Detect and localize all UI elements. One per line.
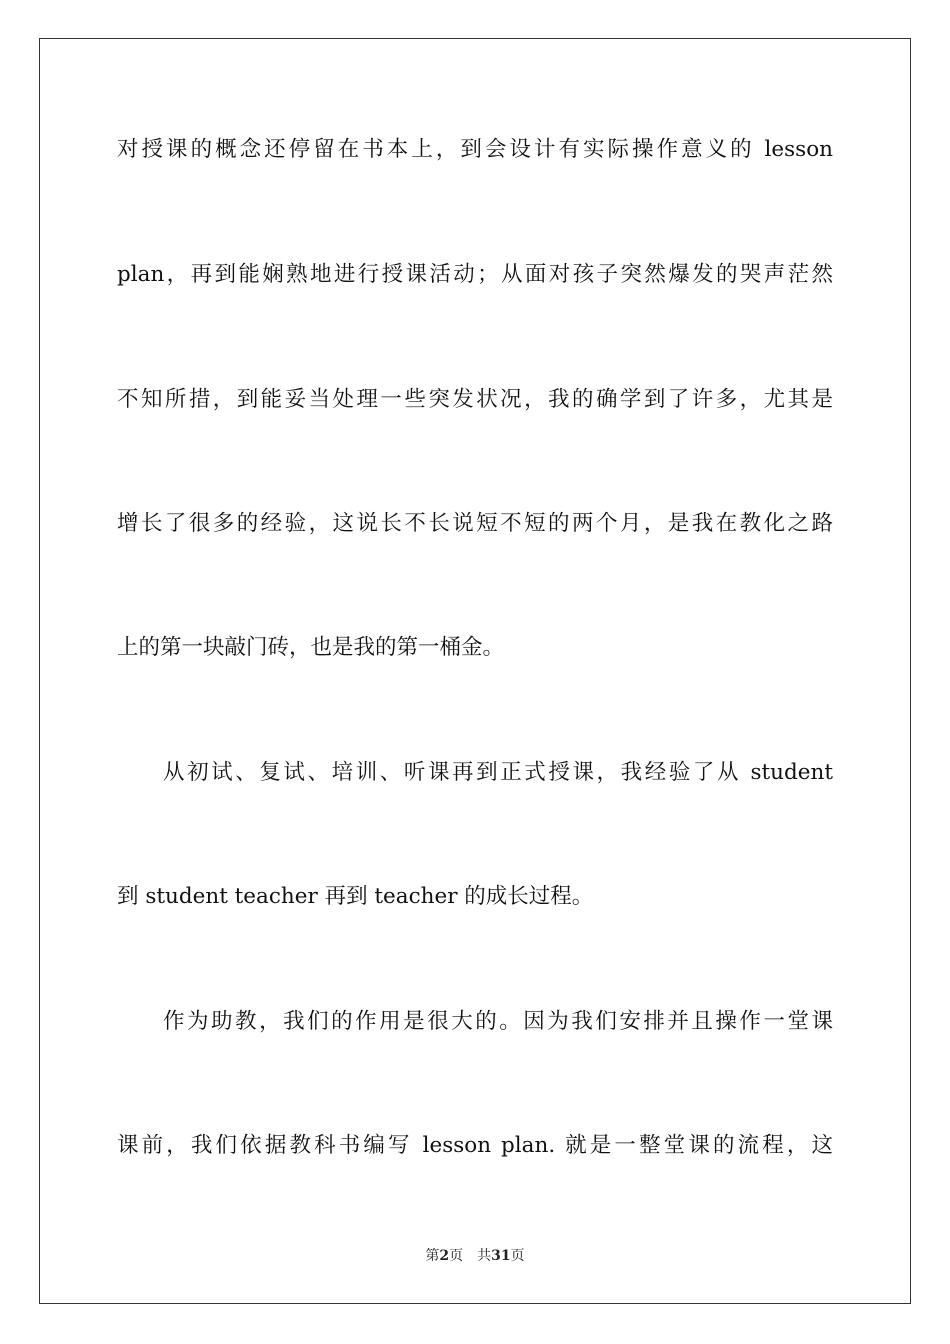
- total-suffix: 页: [510, 1248, 525, 1264]
- paragraph-line-5: 上的第一块敲门砖，也是我的第一桶金。: [117, 635, 505, 660]
- page-border: [39, 38, 911, 1304]
- page-prefix: 第: [425, 1248, 440, 1264]
- paragraph-line-8: 作为助教，我们的作用是很大的。因为我们安排并且操作一堂课: [163, 1009, 833, 1034]
- current-page-number: 2: [439, 1248, 450, 1264]
- page-suffix: 页: [449, 1248, 464, 1264]
- total-pages-number: 31: [491, 1248, 511, 1264]
- page-footer: [0, 1247, 950, 1265]
- paragraph-line-7: 到 student teacher 再到 teacher 的成长过程。: [117, 884, 594, 909]
- paragraph-line-3: 不知所措，到能妥当处理一些突发状况，我的确学到了许多，尤其是: [117, 387, 833, 412]
- paragraph-line-1: 对授课的概念还停留在书本上，到会设计有实际操作意义的 lesson: [117, 137, 833, 162]
- paragraph-line-4: 增长了很多的经验，这说长不长说短不短的两个月，是我在教化之路: [117, 511, 833, 536]
- total-prefix: 共: [477, 1248, 492, 1264]
- paragraph-line-9: 课前，我们依据教科书编写 lesson plan. 就是一整堂课的流程，这: [117, 1133, 833, 1158]
- paragraph-line-2: plan，再到能娴熟地进行授课活动；从面对孩子突然爆发的哭声茫然: [117, 262, 833, 287]
- paragraph-line-6: 从初试、复试、培训、听课再到正式授课，我经验了从 student: [163, 760, 833, 785]
